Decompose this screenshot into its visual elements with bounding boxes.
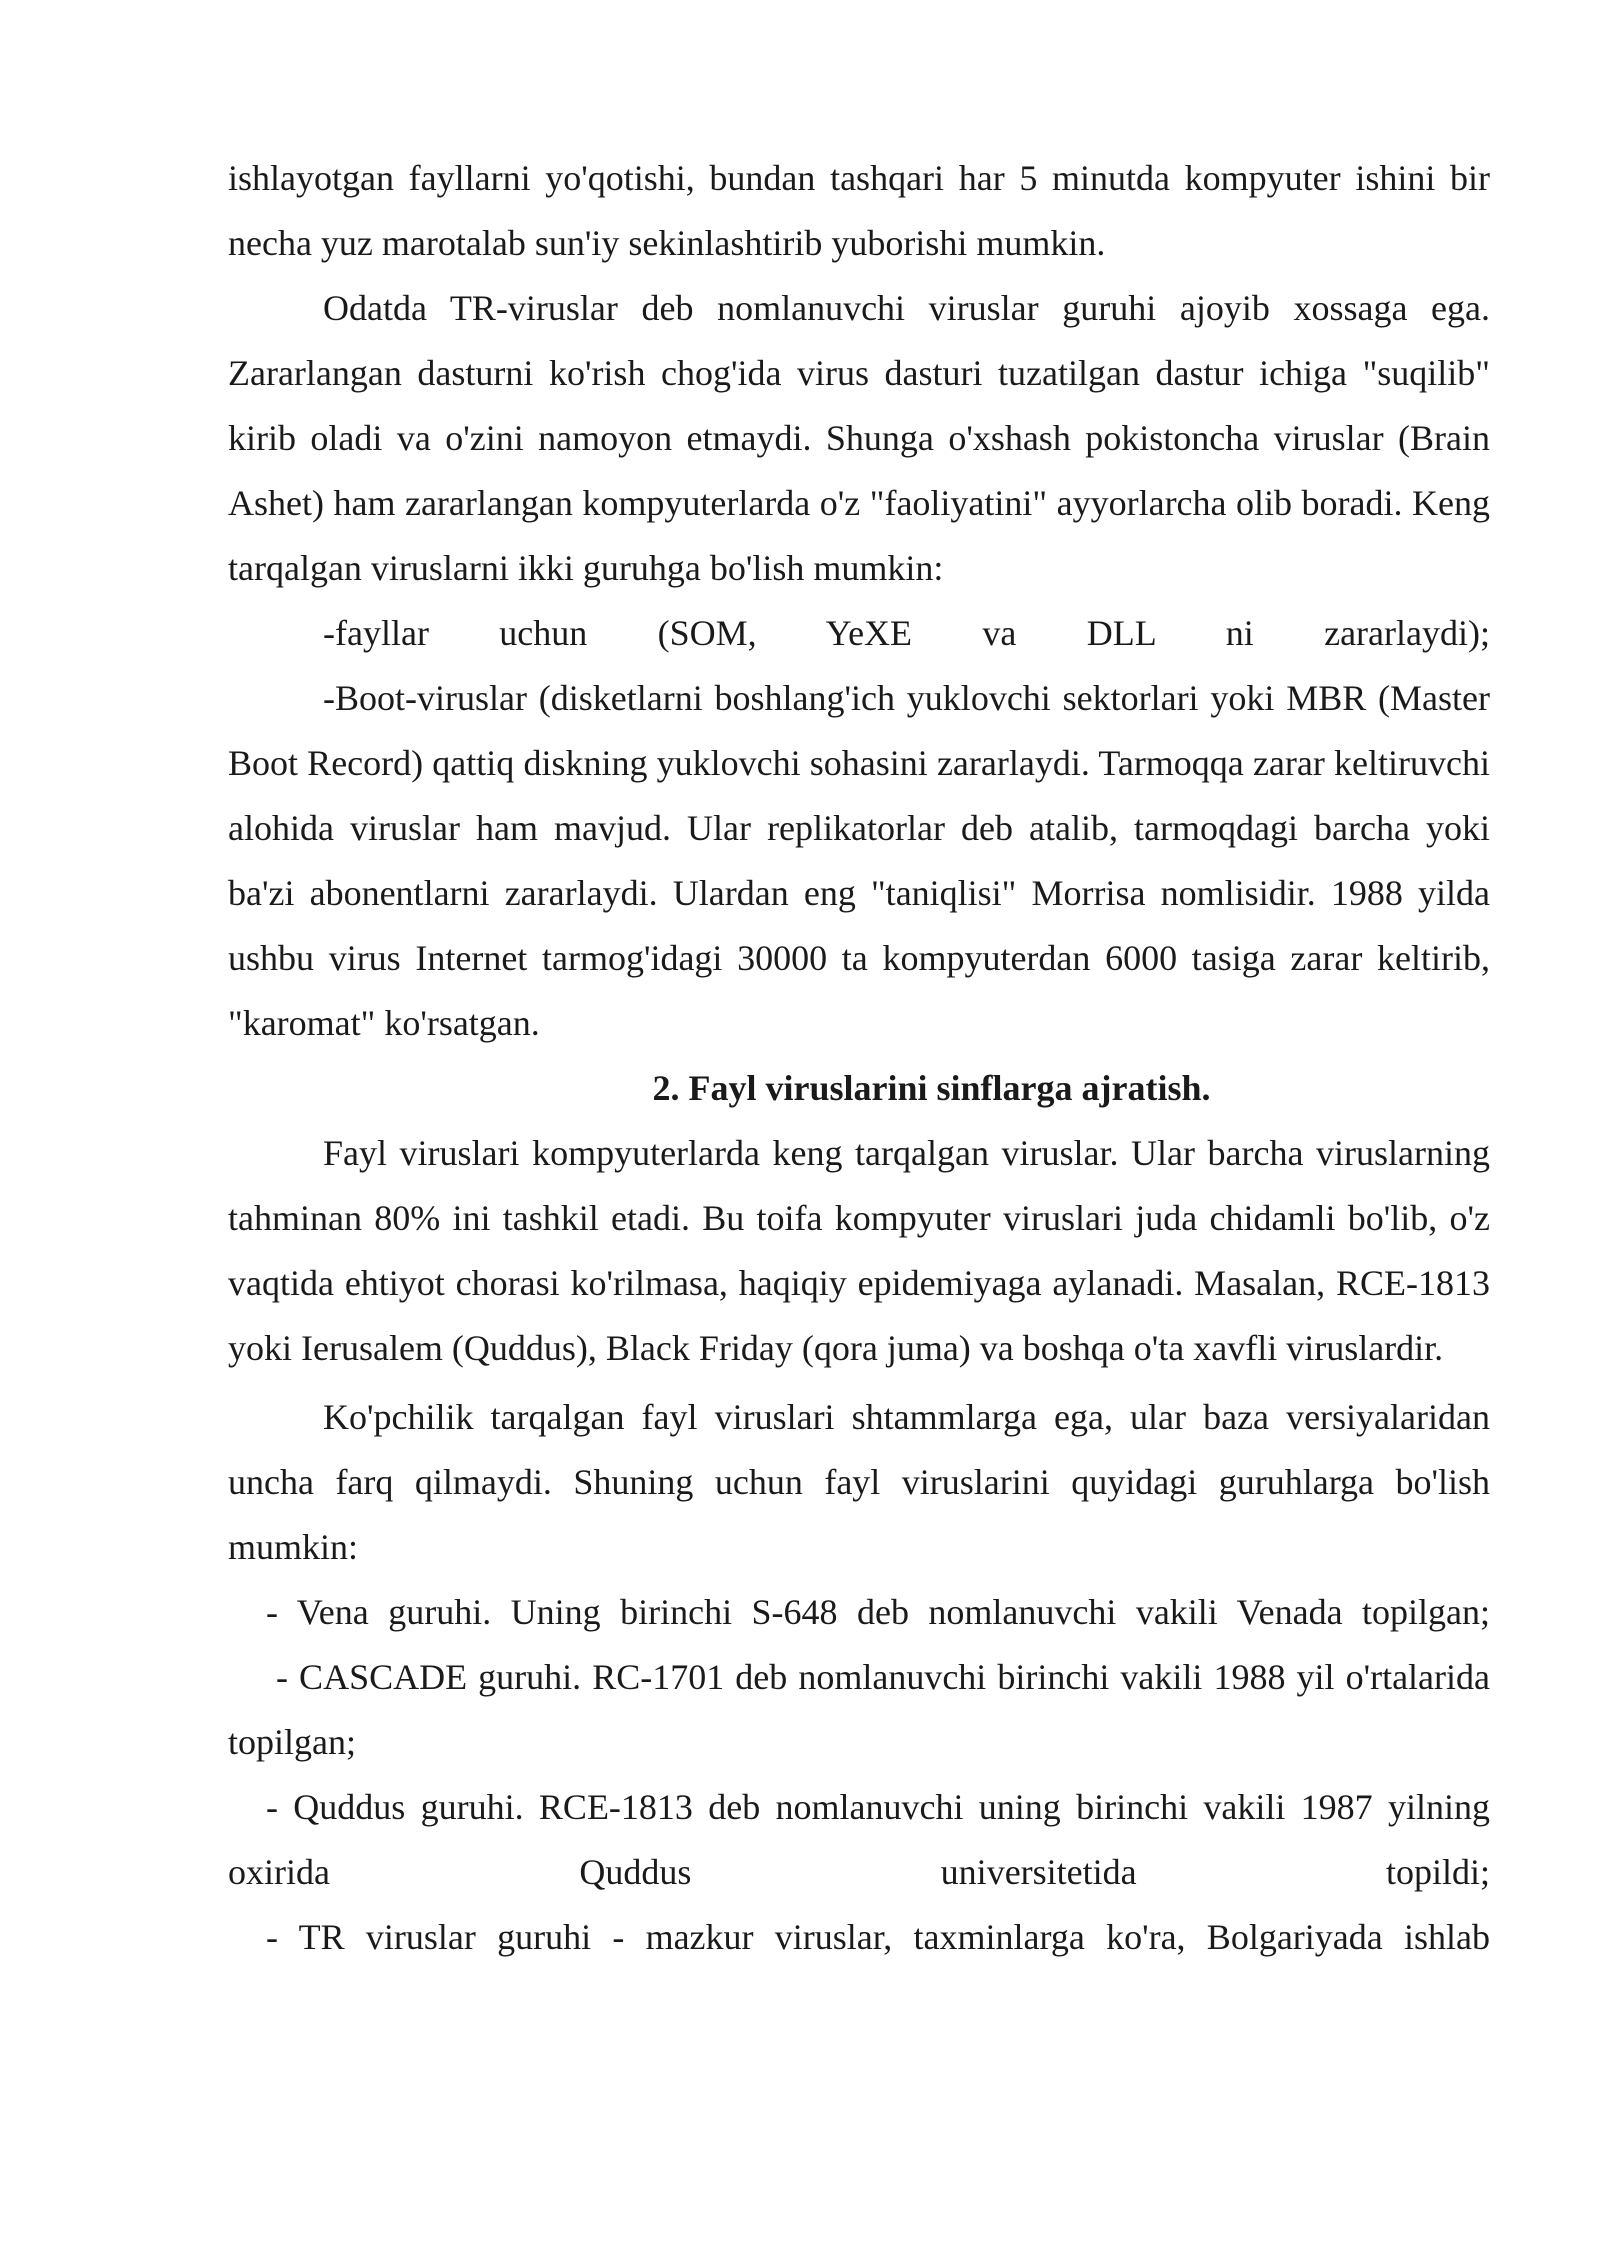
list-item-file-viruses: -fayllar uchun (SOM, YeXE va DLL ni zararlaydi); — [323, 613, 1490, 653]
paragraph-file-viruses: Fayl viruslari kompyuterlarda keng tarqalgan viruslar. Ular barcha viruslarning tahminan 80% ini tashkil etadi. Bu toifa kompyuter viruslari juda chidamli bo'lib, o'z vaqtida ehtiyot chorasi ko'rilmasa, haqiqiy epidemiyaga aylanadi. Masalan, RCE-1813 yoki Ierusalem (Quddus), Black Friday (qora juma) va boshqa o'ta xavfli viruslardir. — [228, 1133, 1490, 1368]
list-item-quddus-group: - Quddus guruhi. RCE-1813 deb nomlanuvchi uning birinchi vakili 1987 yilning oxirida Quddus universitetida topildi; — [228, 1787, 1490, 1892]
list-item-vena-group: - Vena guruhi. Uning birinchi S-648 deb nomlanuvchi vakili Venada topilgan; — [266, 1592, 1490, 1632]
paragraph-intro: ishlayotgan fayllarni yo'qotishi, bundan tashqari har 5 minutda kompyuter ishini bir necha yuz marotalab sun'iy sekinlashtirib yuborishi mumkin. — [228, 158, 1490, 263]
document-page — [228, 146, 1490, 1970]
paragraph-virus-groups: Ko'pchilik tarqalgan fayl viruslari shtammlarga ega, ular baza versiyalaridan uncha farq qilmaydi. Shuning uchun fayl viruslarini quyidagi guruhlarga bo'lish mumkin: — [228, 1397, 1490, 1567]
paragraph-tr-viruses: Odatda TR-viruslar deb nomlanuvchi viruslar guruhi ajoyib xossaga ega. Zararlangan dasturni ko'rish chog'ida virus dasturi tuzatilgan dastur ichiga "suqilib" kirib oladi va o'zini namoyon etmaydi. Shunga o'xshash pokistoncha viruslar (Brain Ashet) ham zararlangan kompyuterlarda o'z "faoliyatini" ayyorlarcha olib boradi. Keng tarqalgan viruslarni ikki guruhga bo'lish mumkin: — [228, 288, 1490, 588]
list-item-tr-group: - TR viruslar guruhi - mazkur viruslar, taxminlarga ko'ra, Bolgariyada ishlab — [266, 1917, 1490, 1957]
section-heading: 2. Fayl viruslarini sinflarga ajratish. — [652, 1068, 1211, 1108]
list-item-cascade-group: - CASCADE guruhi. RC-1701 deb nomlanuvchi birinchi vakili 1988 yil o'rtalarida topilgan; — [228, 1657, 1490, 1762]
list-item-boot-viruses: -Boot-viruslar (disketlarni boshlang'ich yuklovchi sektorlari yoki MBR (Master Boot Record) qattiq diskning yuklovchi sohasini zararlaydi. Tarmoqqa zarar keltiruvchi alohida viruslar ham mavjud. Ular replikatorlar deb atalib, tarmoqdagi barcha yoki ba'zi abonentlarni zararlaydi. Ulardan eng "taniqlisi" Morrisa nomlisidir. 1988 yilda ushbu virus Internet tarmog'idagi 30000 ta kompyuterdan 6000 tasiga zarar keltirib, "karomat" ko'rsatgan. — [228, 678, 1490, 1043]
